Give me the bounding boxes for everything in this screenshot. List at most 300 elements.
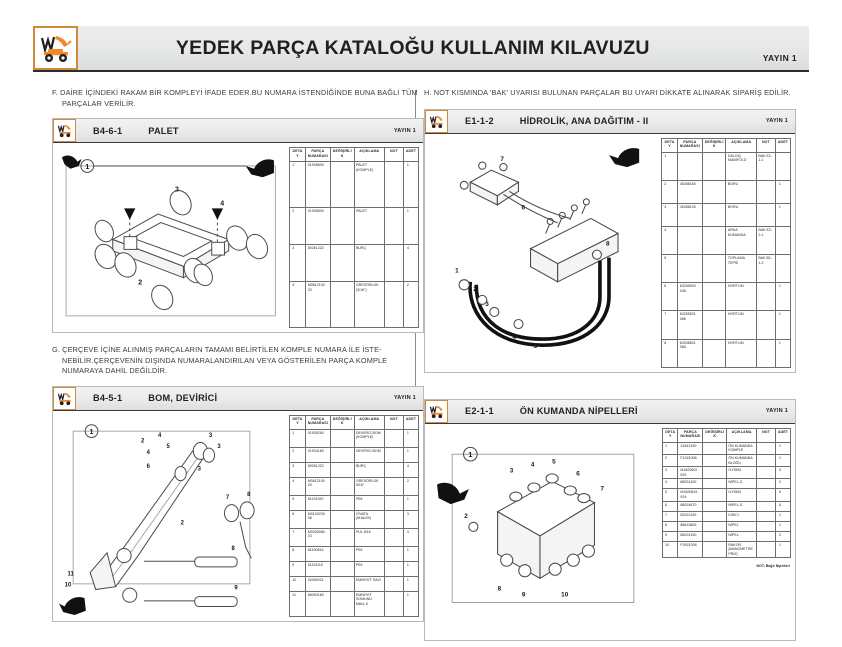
note-cell xyxy=(756,311,775,339)
table-row xyxy=(663,455,791,467)
part-number-cell: 82022169 xyxy=(678,511,703,521)
part-number-cell: 51191110 xyxy=(305,561,330,576)
callout-label: 3 xyxy=(509,467,514,475)
degisirlik-cell xyxy=(703,501,726,511)
table-row xyxy=(290,162,419,208)
note-cell: BAK E2-1-1 xyxy=(756,152,775,180)
description-cell: ARKA KUMANDA xyxy=(726,226,756,254)
quantity-cell: 1 xyxy=(403,207,418,244)
part-number-cell: 63208821 068 xyxy=(677,339,702,367)
note-cell xyxy=(384,429,403,447)
col-adet: ADET xyxy=(403,415,418,429)
quantity-cell xyxy=(775,255,790,283)
callout-label: 5 xyxy=(552,458,556,466)
callout-label: 3 xyxy=(217,443,221,450)
table-row xyxy=(662,311,791,339)
table-body xyxy=(290,162,419,328)
note-cell xyxy=(384,282,403,328)
col-adet: ADET xyxy=(775,428,790,442)
description-cell: BORU xyxy=(726,180,756,203)
part-number-cell: 63255521 068 xyxy=(677,311,702,339)
part-number-cell: M1820602 529 xyxy=(678,467,703,479)
part-number-cell xyxy=(677,255,702,283)
track-frame-isometric-drawing xyxy=(59,149,285,326)
table-row xyxy=(662,339,791,367)
table-row xyxy=(663,442,791,454)
description-cell: ÖN KUMANDA BLOĞU xyxy=(726,455,756,467)
table-header-row xyxy=(663,428,791,442)
degisirlik-cell xyxy=(330,162,354,208)
parts-table xyxy=(289,415,419,617)
svg-text:1: 1 xyxy=(85,163,90,171)
degisirlik-cell xyxy=(702,152,726,180)
col-parca: PARÇA NUMARASI xyxy=(678,428,703,442)
panel-code: B4-6-1 xyxy=(93,125,123,136)
detay-cell: 4 xyxy=(662,226,677,254)
svg-text:1: 1 xyxy=(468,450,473,460)
quantity-cell: 1 xyxy=(775,455,790,467)
panel-issue: YAYIN 1 xyxy=(393,395,416,402)
part-number-cell: 80261222 xyxy=(305,462,330,477)
quantity-cell: 1 xyxy=(775,203,790,226)
col-aciklama: AÇIKLAMA xyxy=(354,148,384,162)
hand-cursor-icon xyxy=(59,597,86,615)
detay-cell: 3 xyxy=(662,203,677,226)
col-not: NOT xyxy=(384,148,403,162)
table-row xyxy=(290,510,419,528)
table-row xyxy=(662,152,791,180)
callout-label: 2 xyxy=(473,285,477,293)
detay-cell: 10 xyxy=(290,576,305,591)
panel-name: ÖN KUMANDA NİPELLERİ xyxy=(519,406,638,417)
detay-cell: 7 xyxy=(290,528,305,546)
degisirlik-cell xyxy=(702,255,726,283)
drawing-area xyxy=(53,411,289,621)
callout-label: 8 xyxy=(247,491,251,498)
note-cell xyxy=(757,521,776,531)
hand-cursor-icon xyxy=(437,483,469,504)
callout-label: 1 xyxy=(455,267,459,275)
description-cell: NİPEL-S xyxy=(726,479,756,489)
hand-cursor-icon xyxy=(246,160,274,178)
table-body xyxy=(663,442,791,558)
description-cell: HORTUM xyxy=(726,311,756,339)
quantity-cell: 3 xyxy=(403,510,418,528)
note-cell xyxy=(384,477,403,495)
panel-header xyxy=(53,387,423,411)
detay-cell: 1 xyxy=(662,152,677,180)
callout-label: 4 xyxy=(512,333,516,341)
degisirlik-cell xyxy=(330,528,354,546)
degisirlik-cell xyxy=(330,546,354,561)
panel-issue: YAYIN 1 xyxy=(765,118,788,125)
degisirlik-cell xyxy=(703,489,726,501)
table-row xyxy=(290,207,419,244)
note-cell: BAK B1-1-2 xyxy=(756,255,775,283)
degisirlik-cell xyxy=(330,429,354,447)
callout-label: 9 xyxy=(234,585,238,592)
part-number-cell: 45288130 xyxy=(677,203,702,226)
panel-logo xyxy=(53,119,76,142)
quantity-cell: 2 xyxy=(403,477,418,495)
table-row xyxy=(290,429,419,447)
description-cell: DALGIÇ MANİFOLD xyxy=(726,152,756,180)
quantity-cell: 1 xyxy=(775,541,790,558)
hand-cursor-icon xyxy=(609,148,639,167)
degisirlik-cell xyxy=(702,339,726,367)
part-number-cell: 88024870 xyxy=(678,501,703,511)
degisirlik-cell xyxy=(702,203,726,226)
quantity-cell: 1 xyxy=(403,447,418,462)
col-parca: PARÇA NUMARASI xyxy=(305,415,330,429)
part-number-cell: 88024150 xyxy=(678,479,703,489)
table-row xyxy=(663,489,791,501)
quantity-cell: 1 xyxy=(775,442,790,454)
quantity-cell: 1 xyxy=(775,180,790,203)
table-body xyxy=(290,429,419,616)
page-header xyxy=(33,26,809,72)
degisirlik-cell xyxy=(330,282,354,328)
table-row xyxy=(663,467,791,479)
table-row xyxy=(663,511,791,521)
part-number-cell: F1921008 xyxy=(678,455,703,467)
quantity-cell: 3 xyxy=(403,528,418,546)
callout-label: 7 xyxy=(500,155,504,163)
note-cell xyxy=(756,180,775,203)
callout-label: 3 xyxy=(208,432,213,439)
quantity-cell: 2 xyxy=(775,531,790,541)
left-column xyxy=(52,88,424,628)
note-cell xyxy=(757,442,776,454)
excavator-logo-icon xyxy=(56,391,74,406)
part-number-cell: 88613805 xyxy=(678,521,703,531)
degisirlik-cell xyxy=(703,541,726,558)
detay-cell: 4 xyxy=(663,479,678,489)
quantity-cell: 1 xyxy=(775,521,790,531)
quantity-cell: 1 xyxy=(775,311,790,339)
description-cell: ÖN KUMANDA KOMPLE xyxy=(726,442,756,454)
part-number-cell: 88493160 xyxy=(305,591,330,616)
col-not: NOT xyxy=(756,138,775,152)
table-row xyxy=(290,561,419,576)
detay-cell: 2 xyxy=(290,447,305,462)
callout-label: 5 xyxy=(533,342,538,350)
callout-label: 7 xyxy=(600,485,605,493)
table-row xyxy=(290,528,419,546)
col-degisirlik: DEĞİŞİRLİK xyxy=(702,138,726,152)
degisirlik-cell xyxy=(703,479,726,489)
table-header-row xyxy=(662,138,791,152)
part-number-cell: 02090221 xyxy=(305,576,330,591)
description-cell: GRESÖRLÜK (3/16") xyxy=(354,282,384,328)
note-cell xyxy=(757,541,776,558)
description-cell: NİPEL xyxy=(726,531,756,541)
degisirlik-cell xyxy=(703,467,726,479)
col-parca: PARÇA NUMARASI xyxy=(305,148,330,162)
panel-code: E1-1-2 xyxy=(465,116,494,127)
panel-body xyxy=(53,143,423,332)
detay-cell: 6 xyxy=(662,283,677,311)
description-cell: KISICI xyxy=(726,511,756,521)
table-row xyxy=(662,283,791,311)
table-row xyxy=(290,477,419,495)
table-footer-note: NOT: Bağlı Nipelleri xyxy=(756,564,790,569)
callout-label: 3 xyxy=(485,300,489,308)
excavator-logo-icon xyxy=(38,32,74,64)
description-cell: PALET (KOMPLE) xyxy=(354,162,384,208)
svg-text:1: 1 xyxy=(89,428,94,436)
table-row xyxy=(290,462,419,477)
panel-name: HİDROLİK, ANA DAĞITIM - II xyxy=(519,116,649,127)
description-cell: NİPEL xyxy=(726,521,756,531)
table-body xyxy=(662,152,791,367)
right-column xyxy=(424,88,796,647)
part-number-cell: 51191920 xyxy=(305,495,330,510)
part-number-cell: 31643150 xyxy=(678,442,703,454)
part-number-cell xyxy=(677,226,702,254)
description-cell: NİPEL-S xyxy=(726,501,756,511)
callout-label: 3 xyxy=(174,186,179,194)
note-cell xyxy=(384,546,403,561)
degisirlik-cell xyxy=(702,180,726,203)
col-degisirlik: DEĞİŞİRLİK xyxy=(703,428,726,442)
degisirlik-cell xyxy=(703,455,726,467)
note-cell xyxy=(384,245,403,282)
panel-header xyxy=(425,110,795,134)
table-header-row xyxy=(290,148,419,162)
quantity-cell xyxy=(775,152,790,180)
col-detay: DETAY xyxy=(290,415,305,429)
note-cell xyxy=(757,467,776,479)
table-row xyxy=(663,541,791,558)
note-cell xyxy=(756,339,775,367)
panel-logo xyxy=(425,110,448,133)
degisirlik-cell xyxy=(703,521,726,531)
col-not: NOT xyxy=(384,415,403,429)
detay-cell: 7 xyxy=(663,511,678,521)
quantity-cell: 1 xyxy=(403,162,418,208)
degisirlik-cell xyxy=(330,245,354,282)
callout-label: 6 xyxy=(146,463,150,470)
description-cell: DEVİRİCİ BOM (KOMPLE) xyxy=(354,429,384,447)
panel-body xyxy=(425,134,795,372)
col-adet: ADET xyxy=(775,138,790,152)
degisirlik-cell xyxy=(330,495,354,510)
detay-cell: 1 xyxy=(290,162,305,208)
part-number-cell: F0921008 xyxy=(678,541,703,558)
table-row xyxy=(663,521,791,531)
panel-issue: YAYIN 1 xyxy=(393,127,416,134)
note-cell xyxy=(384,561,403,576)
panel-name: PALET xyxy=(148,125,179,136)
detay-cell: 3 xyxy=(290,462,305,477)
table-row xyxy=(290,576,419,591)
excavator-logo-icon xyxy=(56,123,74,138)
detay-cell: 9 xyxy=(663,531,678,541)
degisirlik-cell xyxy=(702,311,726,339)
detay-cell: 9 xyxy=(290,561,305,576)
quantity-cell: 4 xyxy=(403,245,418,282)
note-cell xyxy=(756,283,775,311)
boom-tipper-isometric-drawing xyxy=(59,417,285,615)
panel-header xyxy=(425,400,795,424)
note-cell xyxy=(384,528,403,546)
table-row xyxy=(662,180,791,203)
parts-table xyxy=(661,138,791,368)
degisirlik-cell xyxy=(703,442,726,454)
table-row xyxy=(662,226,791,254)
panel-b4-5-1 xyxy=(52,386,424,622)
note-cell xyxy=(384,495,403,510)
header-issue: YAYIN 1 xyxy=(762,53,797,63)
detay-cell: 1 xyxy=(663,442,678,454)
panel-e2-1-1 xyxy=(424,399,796,641)
brand-logo xyxy=(33,26,78,70)
part-number-cell: 01936500 xyxy=(305,207,330,244)
callout-label: 10 xyxy=(64,582,72,589)
col-detay: DETAY xyxy=(663,428,678,442)
part-number-cell: M0612100 20 xyxy=(305,477,330,495)
detay-cell: 2 xyxy=(662,180,677,203)
description-cell: DEVİRİCİ BOM xyxy=(354,447,384,462)
degisirlik-cell xyxy=(702,226,726,254)
callout-label: 9 xyxy=(521,591,526,599)
callout-label: 8 xyxy=(231,545,235,552)
quantity-cell: 2 xyxy=(403,282,418,328)
note-cell xyxy=(757,501,776,511)
note-cell: BAK E2-2-1 xyxy=(756,226,775,254)
quantity-cell xyxy=(775,226,790,254)
panel-body xyxy=(425,424,795,640)
callout-label: 8 xyxy=(497,585,502,593)
detay-cell: 7 xyxy=(662,311,677,339)
table-row xyxy=(663,501,791,511)
col-degisirlik: DEĞİŞİRLİK xyxy=(330,415,354,429)
note-cell xyxy=(757,511,776,521)
description-cell: PİM xyxy=(354,495,384,510)
description-cell: BURÇ xyxy=(354,462,384,477)
callout-label: 2 xyxy=(138,279,143,287)
detay-cell: 8 xyxy=(290,546,305,561)
description-cell: O-RİNG xyxy=(726,467,756,479)
degisirlik-cell xyxy=(703,511,726,521)
table-row xyxy=(663,531,791,541)
callout-label: 4 xyxy=(146,449,150,456)
col-detay: DETAY xyxy=(290,148,305,162)
detay-cell: 2 xyxy=(290,207,305,244)
detay-cell: 6 xyxy=(663,501,678,511)
detay-cell: 1 xyxy=(290,429,305,447)
table-row xyxy=(290,546,419,561)
drawing-area xyxy=(425,134,661,372)
table-header-row xyxy=(290,415,419,429)
col-aciklama: AÇIKLAMA xyxy=(354,415,384,429)
detay-cell: 8 xyxy=(663,521,678,531)
note-cell xyxy=(384,576,403,591)
callout-label: 5 xyxy=(166,443,170,450)
drawing-area xyxy=(425,424,662,640)
part-number-cell: 80261222 xyxy=(305,245,330,282)
degisirlik-cell xyxy=(330,561,354,576)
description-cell: PİM xyxy=(354,561,384,576)
quantity-cell: 4 xyxy=(775,467,790,479)
quantity-cell: 1 xyxy=(403,429,418,447)
degisirlik-cell xyxy=(330,207,354,244)
part-number-cell xyxy=(677,152,702,180)
callout-label: 6 xyxy=(521,203,526,211)
note-cell xyxy=(757,531,776,541)
panel-issue: YAYIN 1 xyxy=(765,408,788,415)
drawing-area xyxy=(53,143,289,332)
detay-cell: 5 xyxy=(290,495,305,510)
quantity-cell: 1 xyxy=(403,546,418,561)
excavator-logo-icon xyxy=(428,114,446,129)
description-cell: BURÇ xyxy=(354,245,384,282)
part-number-cell: M0100230 06 xyxy=(305,510,330,528)
panel-name: BOM, DEVİRİCİ xyxy=(148,393,218,404)
detay-cell: 11 xyxy=(290,591,305,616)
table-row xyxy=(290,282,419,328)
description-cell: RAKOR (MANOMETRE PRİZ) xyxy=(726,541,756,558)
table-row xyxy=(290,245,419,282)
callout-label: 3 xyxy=(197,466,201,473)
note-cell xyxy=(384,207,403,244)
callout-label: 6 xyxy=(576,470,580,478)
col-aciklama: AÇIKLAMA xyxy=(726,428,756,442)
description-cell: EMNİYET SOMUNU M8x1.5 xyxy=(354,591,384,616)
note-cell xyxy=(384,462,403,477)
quantity-cell: 1 xyxy=(403,561,418,576)
part-number-cell: 45288160 xyxy=(677,180,702,203)
hydraulic-main-distribution-drawing xyxy=(431,140,657,366)
col-parca: PARÇA NUMARASI xyxy=(677,138,702,152)
degisirlik-cell xyxy=(330,510,354,528)
parts-table xyxy=(289,147,419,328)
callout-label: 4 xyxy=(157,432,162,439)
part-number-cell: M0325080 23 xyxy=(305,528,330,546)
detay-cell: 4 xyxy=(290,282,305,328)
col-not: NOT xyxy=(757,428,776,442)
detay-cell: 5 xyxy=(662,255,677,283)
panel-logo xyxy=(53,387,76,410)
callout-label: 7 xyxy=(225,494,230,501)
part-number-cell: 63255520 048 xyxy=(677,283,702,311)
detay-cell: 5 xyxy=(663,489,678,501)
excavator-logo-icon xyxy=(428,404,446,419)
description-cell: PİM xyxy=(354,546,384,561)
description-cell: EMNİYET SACI xyxy=(354,576,384,591)
callout-label: 2 xyxy=(464,512,468,520)
quantity-cell: 1 xyxy=(403,591,418,616)
part-number-cell: M0612100 20 xyxy=(305,282,330,328)
note-cell xyxy=(757,479,776,489)
detay-cell: 6 xyxy=(290,510,305,528)
panel-code: B4-5-1 xyxy=(93,393,123,404)
note-cell xyxy=(384,162,403,208)
col-detay: DETAY xyxy=(662,138,677,152)
front-control-valve-drawing xyxy=(431,430,658,634)
part-number-cell: 88024150 xyxy=(678,531,703,541)
table-row xyxy=(290,447,419,462)
part-number-cell: 01935260 xyxy=(305,429,330,447)
quantity-cell: 1 xyxy=(775,283,790,311)
description-cell: PALET xyxy=(354,207,384,244)
callout-label: 11 xyxy=(67,571,74,578)
detay-cell: 4 xyxy=(290,477,305,495)
callout-label: 4 xyxy=(220,200,225,208)
degisirlik-cell xyxy=(330,447,354,462)
quantity-cell: 6 xyxy=(775,501,790,511)
